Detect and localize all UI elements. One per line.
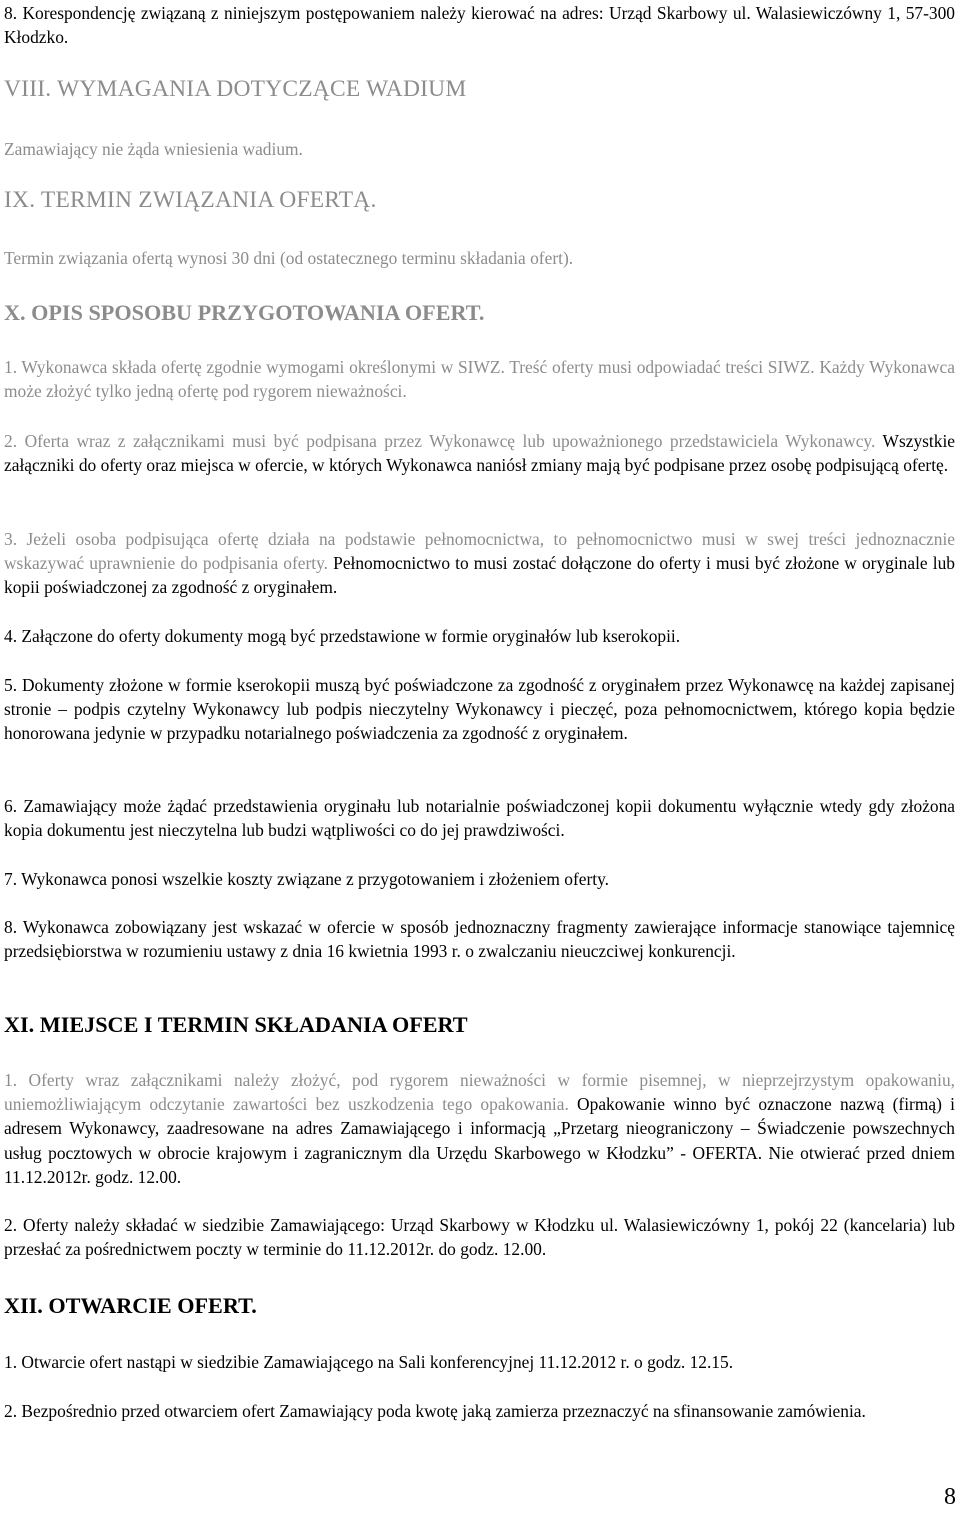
section-x-item-2-gray: 2. Oferta wraz z załącznikami musi być podpisana przez Wykonawcę lub upoważnionego przedstawiciela Wykonawcy.: [4, 431, 876, 451]
section-x-item-8: 8. Wykonawca zobowiązany jest wskazać w ofercie w sposób jednoznaczny fragmenty zawierające informacje stanowiące tajemnicę przedsiębiorstwa w rozumieniu ustawy z dnia 16 kwietnia 1993 r. o zwalczaniu nieuczciwej konkurencji.: [4, 917, 955, 962]
section-ix-text: Termin związania ofertą wynosi 30 dni (od ostatecznego terminu składania ofert).: [4, 248, 574, 268]
page-number: 8: [944, 1484, 956, 1510]
section-x-heading: X. OPIS SPOSOBU PRZYGOTOWANIA OFERT.: [4, 300, 485, 325]
paragraph-8: 8. Korespondencję związaną z niniejszym postępowaniem należy kierować na adres: Urząd Skarbowy ul. Walasiewiczówny 1, 57-300 Kłodzko.: [4, 3, 955, 48]
section-x-item-5: 5. Dokumenty złożone w formie kserokopii muszą być poświadczone za zgodność z oryginałem przez Wykonawcę na każdej zapisanej stronie – podpis czytelny Wykonawcy lub podpis nieczytelny Wykonawcy i pieczęć, poza pełnomocnictwem, którego kopia będzie honorowana jedynie w przypadku notarialnego poświadczenia za zgodność z oryginałem.: [4, 675, 955, 744]
section-viii-text: Zamawiający nie żąda wniesienia wadium.: [4, 139, 303, 159]
section-ix-heading: IX. TERMIN ZWIĄZANIA OFERTĄ.: [4, 187, 377, 213]
section-x-item-2: [4, 429, 955, 477]
section-xi-item-1-black: Opakowanie winno być oznaczone nazwą (firmą) i adresem Wykonawcy, zaadresowane na adres Zamawiającego i informacją „Przetarg nieograniczony – Świadczenie powszechnych usług pocztowych w obrocie krajowym i zagranicznym dla Urzędu Skarbowego w Kłodzku” - OFERTA. Nie otwierać przed dniem 11.12.2012r. godz. 12.00.: [4, 1094, 955, 1187]
section-xii-item-1: 1. Otwarcie ofert nastąpi w siedzibie Zamawiającego na Sali konferencyjnej 11.12.2012 r. o godz. 12.15.: [4, 1352, 734, 1372]
section-xii-heading: XII. OTWARCIE OFERT.: [4, 1293, 257, 1318]
section-xii-item-2: 2. Bezpośrednio przed otwarciem ofert Zamawiający poda kwotę jaką zamierza przeznaczyć na sfinansowanie zamówienia.: [4, 1401, 866, 1421]
section-xi-item-2: 2. Oferty należy składać w siedzibie Zamawiającego: Urząd Skarbowy w Kłodzku ul. Walasiewiczówny 1, pokój 22 (kancelaria) lub przesłać za pośrednictwem poczty w terminie do 11.12.2012r. do godz. 12.00.: [4, 1215, 955, 1260]
section-xi-item-1: [4, 1068, 955, 1189]
section-x-item-6: 6. Zamawiający może żądać przedstawienia oryginału lub notarialnie poświadczonej kopii dokumentu wyłącznie wtedy gdy złożona kopia dokumentu jest nieczytelna lub budzi wątpliwości co do jej prawdziwości.: [4, 796, 955, 841]
section-x-item-2-black: Wszystkie załączniki do oferty oraz miejsca w ofercie, w których Wykonawca naniósł zmiany mają być podpisane przez osobę podpisującą ofertę.: [4, 431, 955, 476]
section-x-item-3-gray: 3. Jeżeli osoba podpisująca ofertę działa na podstawie pełnomocnictwa, to pełnomocnictwo musi w swej treści jednoznacznie wskazywać uprawnienie do podpisania oferty.: [4, 529, 955, 574]
section-x-item-7: 7. Wykonawca ponosi wszelkie koszty związane z przygotowaniem i złożeniem oferty.: [4, 869, 609, 889]
section-x-item-4: 4. Załączone do oferty dokumenty mogą być przedstawione w formie oryginałów lub kserokopii.: [4, 626, 681, 646]
section-xi-heading: XI. MIEJSCE I TERMIN SKŁADANIA OFERT: [4, 1012, 468, 1037]
section-x-item-3: [4, 527, 955, 600]
section-x-item-1: 1. Wykonawca składa ofertę zgodnie wymogami określonymi w SIWZ. Treść oferty musi odpowiadać treści SIWZ. Każdy Wykonawca może złożyć tylko jedną ofertę pod rygorem nieważności.: [4, 357, 955, 402]
section-xi-item-1-gray: 1. Oferty wraz załącznikami należy złożyć, pod rygorem nieważności w formie pisemnej, w nieprzejrzystym opakowaniu, uniemożliwiającym odczytanie zawartości bez uszkodzenia tego opakowania.: [4, 1070, 955, 1115]
section-x-item-3-black: Pełnomocnictwo to musi zostać dołączone do oferty i musi być złożone w oryginale lub kopii poświadczonej za zgodność z oryginałem.: [4, 553, 955, 598]
section-viii-heading: VIII. WYMAGANIA DOTYCZĄCE WADIUM: [4, 76, 467, 102]
